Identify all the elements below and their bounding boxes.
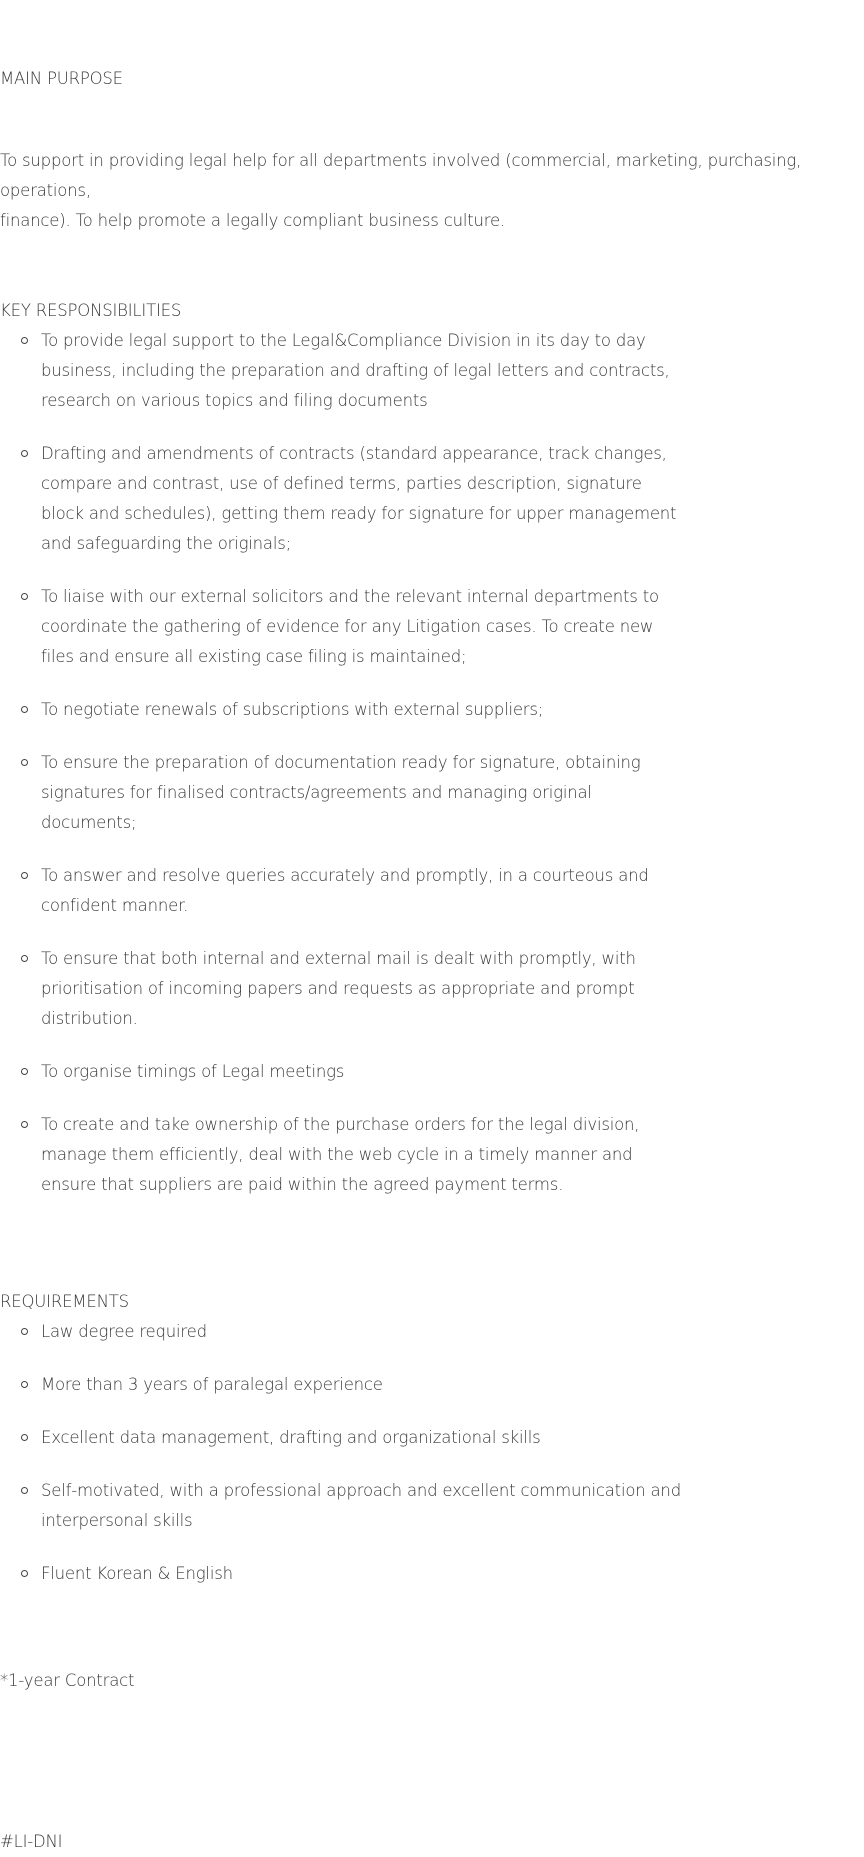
bullet-icon [21,1068,28,1075]
list-item: To create and take ownership of the purchase orders for the legal division, manage them efficiently, deal with the web cycle in a timely manner and ensure that suppliers are paid within the agreed payment terms. [0,1110,700,1200]
bullet-icon [21,706,28,713]
bullet-icon [21,450,28,457]
requirements-section [0,1287,700,1612]
hashtag: #LI-DNI [0,1832,63,1851]
main-purpose-line-2: finance). To help promote a legally compliant business culture. [0,211,505,230]
key-responsibilities-list [0,326,700,1200]
list-item: More than 3 years of paralegal experience [0,1370,700,1400]
list-item: Self-motivated, with a professional approach and excellent communication and interpersonal skills [0,1476,700,1536]
list-item: To ensure that both internal and external mail is dealt with promptly, with prioritisation of incoming papers and requests as appropriate and prompt distribution. [0,944,700,1034]
main-purpose-line-1: To support in providing legal help for all departments involved (commercial, marketing, purchasing, operations, [0,151,802,200]
list-item: To ensure the preparation of documentation ready for signature, obtaining signatures for finalised contracts/agreements and managing original documents; [0,748,700,838]
hashtag-block [0,1827,860,1857]
bullet-icon [21,1570,28,1577]
list-item: To liaise with our external solicitors and the relevant internal departments to coordinate the gathering of evidence for any Litigation cases. To create new files and ensure all existing case filing is maintained; [0,582,700,672]
bullet-icon [21,1121,28,1128]
bullet-icon [21,1434,28,1441]
list-item: Excellent data management, drafting and organizational skills [0,1423,700,1453]
main-purpose-heading: MAIN PURPOSE [0,69,123,88]
key-responsibilities-heading: KEY RESPONSIBILITIES [0,301,182,320]
list-item: To negotiate renewals of subscriptions with external suppliers; [0,695,700,725]
bullet-icon [21,337,28,344]
requirements-heading: REQUIREMENTS [0,1292,129,1311]
bullet-icon [21,593,28,600]
bullet-icon [21,759,28,766]
bullet-icon [21,1487,28,1494]
list-item: Law degree required [0,1317,700,1347]
list-item: Fluent Korean & English [0,1559,700,1589]
list-item: To provide legal support to the Legal&Compliance Division in its day to day business, including the preparation and drafting of legal letters and contracts, research on various topics and filing documents [0,326,700,416]
list-item: To organise timings of Legal meetings [0,1057,700,1087]
bullet-icon [21,955,28,962]
main-purpose-body [0,146,860,236]
bullet-icon [21,1381,28,1388]
bullet-icon [21,872,28,879]
requirements-list [0,1317,700,1589]
list-item: To answer and resolve queries accurately and promptly, in a courteous and confident manner. [0,861,700,921]
contract-note: *1-year Contract [0,1671,135,1690]
key-responsibilities-section [0,296,700,1223]
bullet-icon [21,1328,28,1335]
contract-note-block [0,1666,860,1696]
list-item: Drafting and amendments of contracts (standard appearance, track changes, compare and contrast, use of defined terms, parties description, signature block and schedules), getting them ready for signature for upper management and safeguarding the originals; [0,439,700,559]
main-purpose-section [0,64,123,94]
